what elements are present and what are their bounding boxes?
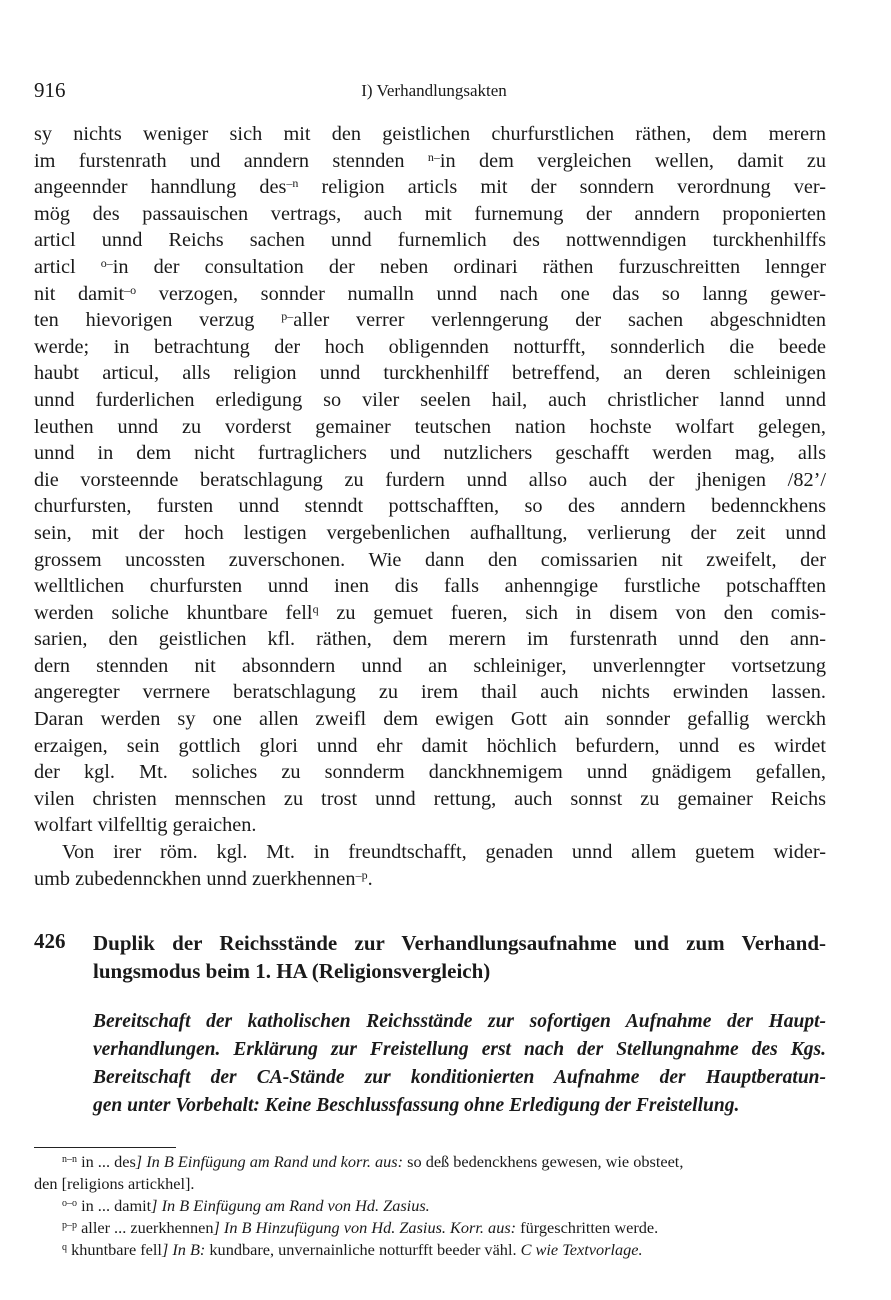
text-segment: Daran werden sy one allen zweifl dem ewigen Gott ain sonnder gefallig werckh	[34, 708, 826, 731]
page-header	[34, 78, 834, 104]
body-line	[34, 254, 826, 281]
footnote-marker: q	[62, 1242, 67, 1253]
footnote-line	[34, 1217, 826, 1239]
footnote-marker: –n	[286, 176, 299, 191]
footnote-marker: n–	[427, 149, 440, 164]
text-segment: ten hievorigen verzug	[34, 309, 282, 332]
footnote-marker: p–p	[62, 1220, 77, 1231]
text-segment: unnd in dem nicht furtraglichers und nutzlichers geschafft werden mag, alls	[34, 442, 826, 465]
text-segment: Von irer röm. kgl. Mt. in freundtschafft, genaden unnd allem guetem wider-	[62, 841, 826, 864]
body-line	[34, 573, 826, 600]
body-line	[34, 467, 826, 494]
text-segment: so deß bedenckhens gewesen, wie obsteet,	[403, 1152, 684, 1171]
editorial-note-text: C wie Textvorlage.	[520, 1240, 643, 1259]
text-segment: nit damit	[34, 282, 125, 305]
text-segment: die vorsteennde beratschlagung zu furdern unnd allso auch der jhenigen /82’/	[34, 468, 826, 491]
editorial-note-text: ] In B:	[161, 1240, 206, 1259]
text-segment: leuthen unnd zu vorderst gemainer teutschen nation hochste wolfart gelegen,	[34, 415, 826, 438]
text-segment: angeennder hanndlung des	[34, 176, 287, 199]
document-abstract	[93, 1008, 826, 1120]
footnote-marker: q	[312, 601, 319, 616]
footnote-line	[34, 1239, 826, 1261]
footnote-marker: o–	[100, 255, 113, 270]
body-line	[34, 493, 826, 520]
text-segment: aller ... zuerkhennen	[77, 1218, 214, 1237]
footnote-marker: n–n	[62, 1154, 77, 1165]
text-segment: dern stennden nit absonndern unnd an schleiniger, unverlenngter vortsetzung	[34, 654, 826, 677]
text-segment: articl	[34, 255, 101, 278]
abstract-line: Bereitschaft der CA-Stände zur konditionierten Aufnahme der Hauptberatun-	[93, 1067, 826, 1088]
document-title-line: lungsmodus beim 1. HA (Religionsvergleich)	[93, 959, 491, 983]
body-line	[34, 679, 826, 706]
text-segment: articl unnd Reichs sachen unnd furnemlich des nottwenndigen turckhenhilffs	[34, 229, 826, 252]
body-line	[34, 706, 826, 733]
text-segment: mög des passauischen vertrags, auch mit furnemung der anndern proponierten	[34, 202, 826, 225]
document-title-line: Duplik der Reichsstände zur Verhandlungsaufnahme und zum Verhand-	[93, 931, 826, 955]
text-segment: welltlichen churfursten unnd inen dis falls anhenngige furstliche potschafften	[34, 575, 826, 598]
text-segment: aller verrer verlenngerung der sachen abgeschnidten	[293, 309, 826, 332]
text-segment: den [religions artickhel].	[34, 1174, 195, 1193]
text-segment: werde; in betrachtung der hoch obligennden notturfft, sonnderlich die beede	[34, 335, 826, 358]
body-line	[34, 600, 826, 627]
page-number: 916	[34, 78, 66, 102]
body-line	[34, 148, 826, 175]
footnote-line	[34, 1195, 826, 1217]
body-line	[34, 334, 826, 361]
text-segment: in ... des	[77, 1152, 136, 1171]
text-segment: zu gemuet fueren, sich in disem von den comis-	[318, 601, 826, 624]
footnote-marker: –o	[124, 282, 137, 297]
text-segment: in dem vergleichen wellen, damit zu	[439, 149, 826, 172]
footnote-marker: o–o	[62, 1198, 77, 1209]
body-line	[34, 626, 826, 653]
text-segment: grossem uncossten zuverschonen. Wie dann den comissarien nit zweifelt, der	[34, 548, 826, 571]
text-segment: der kgl. Mt. soliches zu sonnderm danckhnemigem unnd gnädigem gefallen,	[34, 761, 826, 784]
body-line	[34, 733, 826, 760]
body-line	[34, 786, 826, 813]
text-segment: verzogen, sonnder numalln unnd nach one das so lanng gewer-	[136, 282, 826, 305]
text-segment: in ... damit	[77, 1196, 152, 1215]
body-line	[34, 281, 826, 308]
abstract-line: Bereitschaft der katholischen Reichsstände zur sofortigen Aufnahme der Haupt-	[93, 1011, 826, 1032]
running-title: I) Verhandlungsakten	[361, 81, 507, 100]
text-segment: unnd furderlichen erledigung so viler seelen hail, auch christlicher lannd unnd	[34, 388, 826, 411]
text-segment: im furstenrath und anndern stennden	[34, 149, 428, 172]
text-segment: kundbare, unvernainliche notturfft beeder vähl.	[205, 1240, 521, 1259]
text-segment: sein, mit der hoch lestigen vergebenlichen aufhalltung, verlierung der zeit unnd	[34, 521, 826, 544]
text-segment: churfursten, fursten unnd stenndt pottschafften, so des anndern bedennckhens	[34, 495, 826, 518]
text-segment: fürgeschritten werde.	[516, 1218, 659, 1237]
body-line	[34, 653, 826, 680]
text-segment: khuntbare fell	[67, 1240, 162, 1259]
body-text	[34, 121, 826, 892]
footnote-line	[34, 1173, 826, 1195]
footnote-marker: –p	[355, 867, 368, 882]
body-line	[34, 307, 826, 334]
footnotes	[34, 1151, 826, 1261]
document-heading	[34, 929, 826, 985]
body-line	[34, 839, 826, 866]
body-line	[34, 520, 826, 547]
body-line	[34, 440, 826, 467]
text-segment: religion articls mit der sonndern verordnung ver-	[298, 176, 826, 199]
body-line	[34, 174, 826, 201]
abstract-line: verhandlungen. Erklärung zur Freistellung erst nach der Stellungnahme des Kgs.	[93, 1039, 826, 1060]
text-segment: in der consultation der neben ordinari räthen furzuschreitten lennger	[112, 255, 826, 278]
text-segment: wolfart vilfelltig geraichen.	[34, 814, 257, 837]
body-line	[34, 547, 826, 574]
body-line	[34, 121, 826, 148]
editorial-note-text: ] In B Hinzufügung von Hd. Zasius. Korr. aus:	[213, 1218, 517, 1237]
editorial-note-text: ] In B Einfügung am Rand und korr. aus:	[135, 1152, 404, 1171]
footnote-line	[34, 1151, 826, 1173]
text-segment: erzaigen, sein gottlich glori unnd ehr damit höchlich befurdern, unnd es wirdet	[34, 734, 826, 757]
document-number: 426	[34, 929, 66, 953]
body-line	[34, 759, 826, 786]
body-line	[34, 866, 826, 893]
text-segment: haubt articul, alls religion unnd turckhenhilff betreffend, an deren schleinigen	[34, 362, 826, 385]
body-line	[34, 414, 826, 441]
text-segment: werden soliche khuntbare fell	[34, 601, 313, 624]
text-segment: .	[367, 867, 373, 890]
body-line	[34, 387, 826, 414]
footnote-marker: p–	[281, 309, 294, 324]
text-segment: vilen christen mennschen zu trost unnd rettung, auch sonnst zu gemainer Reichs	[34, 787, 826, 810]
body-line	[34, 201, 826, 228]
body-line	[34, 812, 826, 839]
editorial-note-text: ] In B Einfügung am Rand von Hd. Zasius.	[151, 1196, 430, 1215]
text-segment: angeregter verrnere beratschlagung zu irem thail auch nichts erwinden lassen.	[34, 681, 826, 704]
abstract-line: gen unter Vorbehalt: Keine Beschlussfassung ohne Erledigung der Freistellung.	[93, 1095, 740, 1116]
text-segment: umb zubedennckhen unnd zuerkhennen	[34, 867, 356, 890]
body-line	[34, 360, 826, 387]
text-segment: sy nichts weniger sich mit den geistlichen churfurstlichen räthen, dem merern	[34, 123, 826, 145]
text-segment: sarien, den geistlichen kfl. räthen, dem merern im furstenrath unnd den ann-	[34, 628, 826, 651]
body-line	[34, 227, 826, 254]
footnote-divider	[34, 1147, 176, 1148]
